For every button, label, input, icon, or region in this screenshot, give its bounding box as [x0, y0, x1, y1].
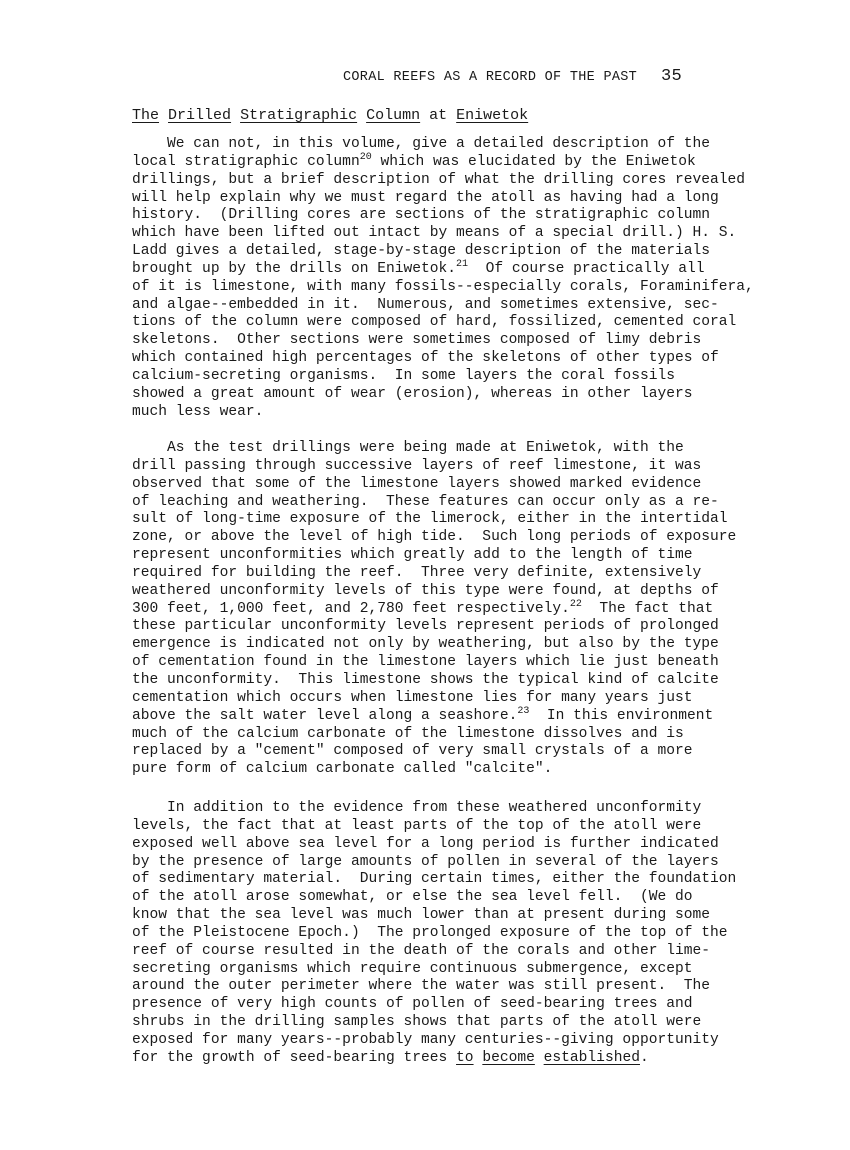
text-line: know that the sea level was much lower than at present during some	[132, 907, 711, 924]
text-line: drill passing through successive layers of reef limestone, it was	[132, 457, 702, 474]
footnote-reference: 22	[569, 598, 582, 610]
text-line: In addition to the evidence from these weathered unconformity	[132, 800, 702, 816]
text-line: around the outer perimeter where the water was still present. The	[132, 978, 711, 995]
text-line: will help explain why we must regard the atoll as having had a long	[132, 189, 719, 206]
heading-word: Drilled	[168, 107, 232, 124]
text-line: these particular unconformity levels represent periods of prolonged	[132, 618, 719, 635]
text-line: exposed for many years--probably many centuries--giving opportunity	[132, 1031, 719, 1048]
underlined-word: become	[482, 1049, 535, 1066]
text-line: pure form of calcium carbonate called "calcite".	[132, 761, 553, 778]
text-line: cementation which occurs when limestone lies for many years just	[132, 689, 693, 706]
text-line: observed that some of the limestone layers showed marked evidence	[132, 475, 702, 492]
text-line: tions of the column were composed of hard, fossilized, cemented coral	[132, 314, 737, 331]
text-line: history. (Drilling cores are sections of the stratigraphic column	[132, 207, 711, 224]
text-line: calcium-secreting organisms. In some layers the coral fossils	[132, 367, 675, 384]
text-line: local stratigraphic column$^{20}$ which was elucidated by the Eniwetok	[132, 151, 696, 170]
footnote-reference: 21	[456, 258, 469, 270]
underlined-word: established	[543, 1049, 640, 1066]
running-title: CORAL REEFS AS A RECORD OF THE PAST	[343, 70, 638, 85]
text-line: secreting organisms which require continuous submergence, except	[132, 960, 693, 977]
text-line: zone, or above the level of high tide. Such long periods of exposure	[132, 529, 737, 546]
text-line: required for building the reef. Three very definite, extensively	[132, 564, 702, 581]
text-line: shrubs in the drilling samples shows that parts of the atoll were	[132, 1014, 702, 1031]
page-number: 35	[661, 67, 683, 86]
text-line: which have been lifted out intact by means of a special drill.) H. S.	[132, 225, 737, 242]
heading-word: Eniwetok	[456, 107, 529, 124]
section-heading	[132, 107, 528, 124]
text-line: much of the calcium carbonate of the limestone dissolves and is	[132, 725, 684, 742]
running-header	[343, 67, 743, 86]
text-line: exposed well above sea level for a long period is further indicated	[132, 835, 719, 852]
text-line: 300 feet, 1,000 feet, and 2,780 feet respectively.$^{22}$ The fact that	[132, 598, 714, 617]
text-line: of the Pleistocene Epoch.) The prolonged exposure of the top of the	[132, 924, 728, 941]
text-line: by the presence of large amounts of pollen in several of the layers	[132, 853, 719, 870]
body-paragraph	[132, 800, 736, 1068]
text-line: showed a great amount of wear (erosion), whereas in other layers	[132, 385, 693, 402]
footnote-reference: 20	[359, 151, 372, 163]
text-line: represent unconformities which greatly add to the length of time	[132, 547, 693, 564]
text-line: levels, the fact that at least parts of the top of the atoll were	[132, 817, 702, 834]
text-line: sult of long-time exposure of the limerock, either in the intertidal	[132, 511, 728, 528]
heading-word: Stratigraphic	[240, 107, 358, 124]
body-paragraph	[132, 440, 736, 779]
footnote-reference: 23	[517, 705, 530, 717]
text-line: presence of very high counts of pollen of seed-bearing trees and	[132, 996, 693, 1013]
text-line: of leaching and weathering. These features can occur only as a re-	[132, 493, 719, 510]
underlined-word: to	[456, 1049, 474, 1066]
heading-word: at	[429, 107, 448, 124]
text-line: skeletons. Other sections were sometimes composed of limy debris	[132, 332, 702, 349]
text-line: As the test drillings were being made at Eniwetok, with the	[132, 440, 684, 456]
text-line: of it is limestone, with many fossils--especially corals, Foraminifera,	[132, 278, 754, 295]
text-line: much less wear.	[132, 403, 264, 420]
body-paragraph	[132, 136, 754, 422]
text-line: emergence is indicated not only by weathering, but also by the type	[132, 636, 719, 653]
text-line: We can not, in this volume, give a detailed description of the	[132, 136, 711, 152]
text-line: which contained high percentages of the skeletons of other types of	[132, 350, 719, 367]
heading-word: The	[132, 107, 160, 124]
text-line: of cementation found in the limestone layers which lie just beneath	[132, 654, 719, 671]
text-line: the unconformity. This limestone shows the typical kind of calcite	[132, 671, 719, 688]
text-line: above the salt water level along a seashore.$^{23}$ In this environment	[132, 705, 714, 724]
text-line: weathered unconformity levels of this type were found, at depths of	[132, 582, 719, 599]
text-line: and algae--embedded in it. Numerous, and sometimes extensive, sec-	[132, 296, 719, 313]
text-line: of sedimentary material. During certain times, either the foundation	[132, 871, 737, 888]
text-line: Ladd gives a detailed, stage-by-stage description of the materials	[132, 243, 711, 260]
text-line: for the growth of seed-bearing trees to become established.	[132, 1049, 649, 1066]
text-line: reef of course resulted in the death of the corals and other lime-	[132, 942, 711, 959]
text-line: of the atoll arose somewhat, or else the sea level fell. (We do	[132, 889, 693, 906]
text-line: drillings, but a brief description of what the drilling cores revealed	[132, 171, 746, 188]
text-line: replaced by a "cement" composed of very small crystals of a more	[132, 743, 693, 760]
heading-word: Column	[366, 107, 421, 124]
text-line: brought up by the drills on Eniwetok.$^{21}$ Of course practically all	[132, 258, 705, 277]
